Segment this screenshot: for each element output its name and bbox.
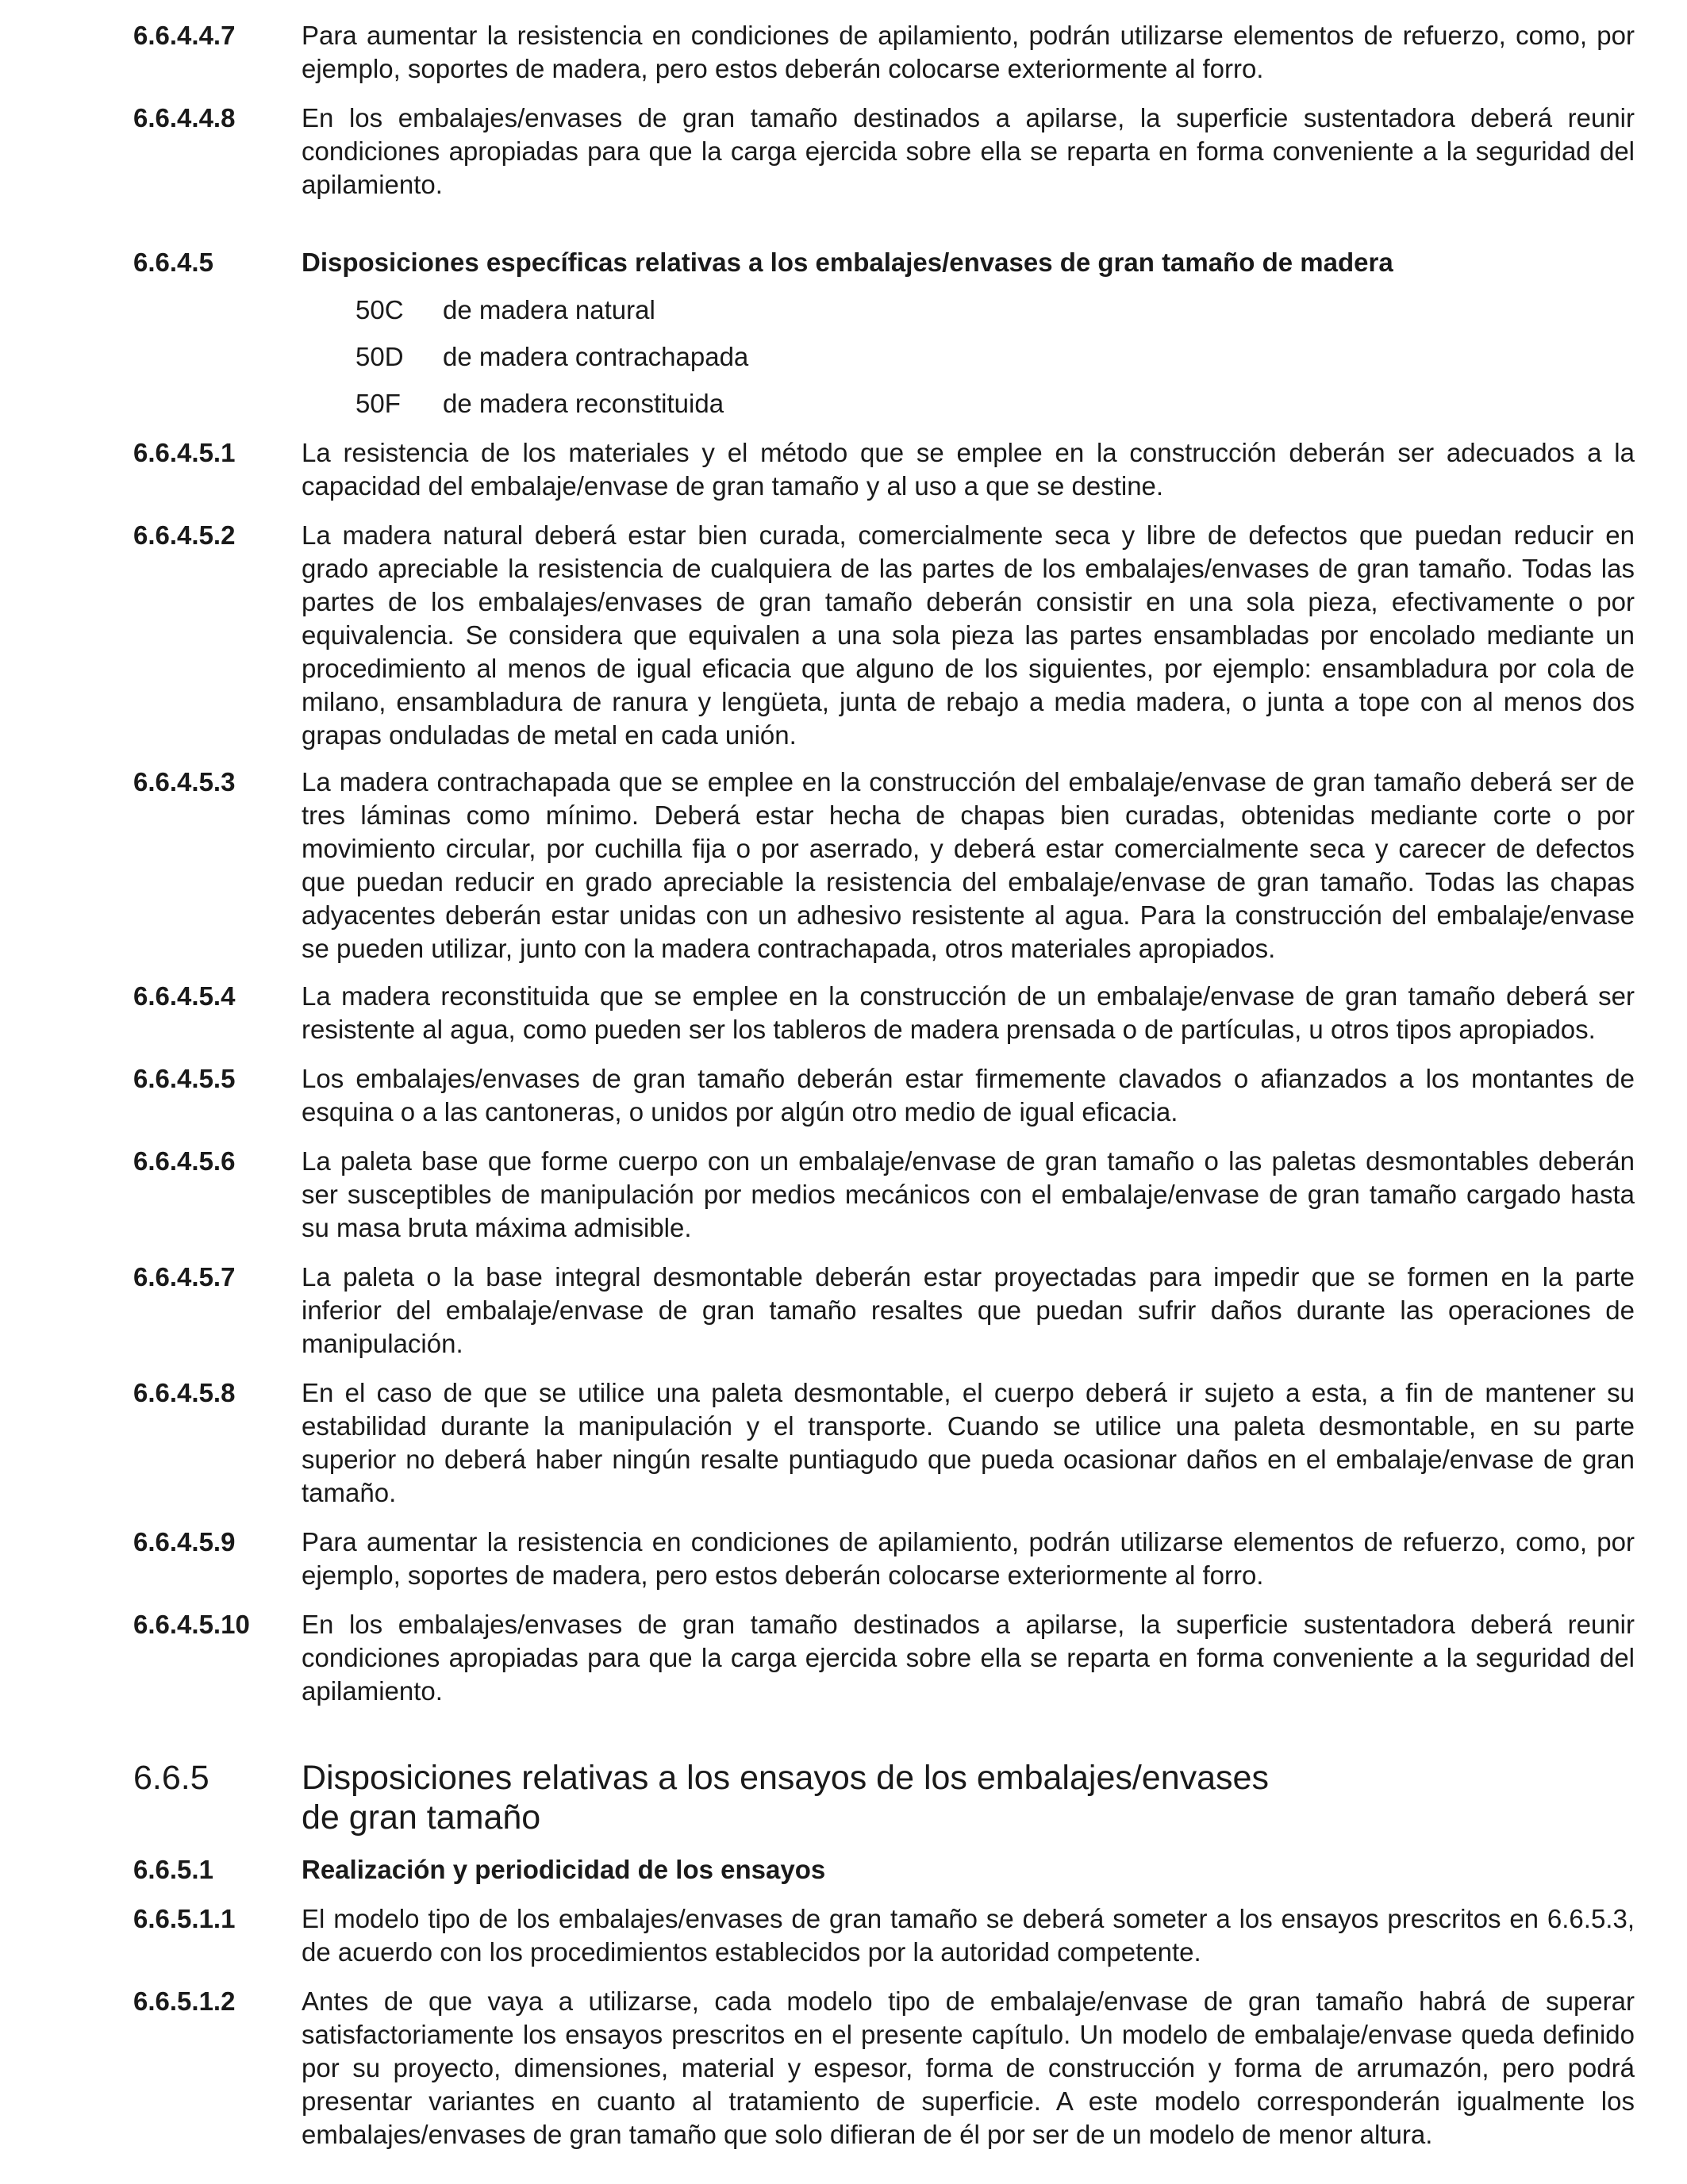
paragraph-text: La paleta o la base integral desmontable deberán estar proyectadas para impedir que se formen en la parte inferior del embalaje/envase de gran tamaño resaltes que puedan sufrir daños durante las operaciones de manipulación. (302, 1262, 1635, 1358)
paragraph-text: En los embalajes/envases de gran tamaño destinados a apilarse, la superficie sustentadora deberá reunir condiciones apropiadas para que la carga ejercida sobre ella se reparta en forma conveniente a la seguridad del apilamiento. (302, 1610, 1635, 1706)
wood-type-label: de madera reconstituida (443, 389, 724, 418)
paragraph-text: Los embalajes/envases de gran tamaño deberán estar firmemente clavados o afianzados a los montantes de esquina o a las cantoneras, o unidos por algún otro medio de igual eficacia. (302, 1064, 1635, 1127)
paragraph-number: 6.6.4.5.3 (133, 767, 236, 796)
paragraph-text: La madera reconstituida que se emplee en la construcción de un embalaje/envase de gran tamaño deberá ser resistente al agua, como pueden ser los tableros de madera prensada o de partículas, u otros tipos apropiados. (302, 981, 1635, 1044)
paragraph-number: 6.6.4.4.7 (133, 21, 236, 50)
paragraph-text: Antes de que vaya a utilizarse, cada modelo tipo de embalaje/envase de gran tamaño habrá de superar satisfactoriamente los ensayos prescritos en el presente capítulo. Un modelo de embalaje/envase queda definido por su proyecto, dimensiones, material y espesor, forma de construcción y forma de arrumazón, pero podrá presentar variantes en cuanto al tratamiento de superficie. A este modelo corresponderán igualmente los embalajes/envases de gran tamaño que solo difieran de él por ser de un modelo de menor altura. (302, 1986, 1635, 2149)
paragraph-number: 6.6.4.5.4 (133, 981, 236, 1011)
paragraph-number: 6.6.4.5 (133, 248, 213, 277)
paragraph-number: 6.6.4.4.8 (133, 103, 236, 132)
paragraph-number: 6.6.4.5.10 (133, 1610, 250, 1639)
paragraph-text: En los embalajes/envases de gran tamaño destinados a apilarse, la superficie sustentadora deberá reunir condiciones apropiadas para que la carga ejercida sobre ella se reparta en forma conveniente a la seguridad del apilamiento. (302, 103, 1635, 199)
paragraph-text: En el caso de que se utilice una paleta desmontable, el cuerpo deberá ir sujeto a esta, a fin de mantener su estabilidad durante la manipulación y el transporte. Cuando se utilice una paleta desmontable, en su parte superior no deberá haber ningún resalte puntiagudo que pueda ocasionar daños en el embalaje/envase de gran tamaño. (302, 1378, 1635, 1507)
wood-type-label: de madera contrachapada (443, 342, 749, 371)
wood-type-label: de madera natural (443, 295, 655, 324)
subsection-title: Disposiciones específicas relativas a los embalajes/envases de gran tamaño de madera (302, 248, 1393, 277)
subsection-title: Realización y periodicidad de los ensayos (302, 1855, 826, 1884)
paragraph-number: 6.6.4.5.8 (133, 1378, 236, 1407)
paragraph-text: Para aumentar la resistencia en condiciones de apilamiento, podrán utilizarse elementos de refuerzo, como, por ejemplo, soportes de madera, pero estos deberán colocarse exteriormente al forro. (302, 1527, 1635, 1590)
paragraph-text: El modelo tipo de los embalajes/envases de gran tamaño se deberá someter a los ensayos prescritos en 6.6.5.3, de acuerdo con los procedimientos establecidos por la autoridad competente. (302, 1904, 1635, 1967)
wood-type-code: 50C (355, 295, 404, 324)
paragraph-number: 6.6.5.1.2 (133, 1986, 236, 2016)
paragraph-text: La madera contrachapada que se emplee en la construcción del embalaje/envase de gran tamaño deberá ser de tres láminas como mínimo. Deberá estar hecha de chapas bien curadas, obtenidas mediante corte o por movimiento circular, por cuchilla fija o por aserrado, y deberá estar comercialmente seca y carecer de defectos que puedan reducir en grado apreciable la resistencia del embalaje/envase de gran tamaño. Todas las chapas adyacentes deberán estar unidas con un adhesivo resistente al agua. Para la construcción del embalaje/envase se pueden utilizar, junto con la madera contrachapada, otros materiales apropiados. (302, 767, 1635, 963)
paragraph-number: 6.6.4.5.6 (133, 1146, 236, 1176)
paragraph-number: 6.6.4.5.1 (133, 438, 236, 467)
paragraph-text: La madera natural deberá estar bien curada, comercialmente seca y libre de defectos que puedan reducir en grado apreciable la resistencia de cualquiera de las partes de los embalajes/envases de gran tamaño. Todas las partes de los embalajes/envases de gran tamaño deberán consistir en una sola pieza, efectivamente o por equivalencia. Se considera que equivalen a una sola pieza las partes ensambladas por encolado mediante un procedimiento al menos de igual eficacia que alguno de los siguientes, por ejemplo: ensambladura por cola de milano, ensambladura de ranura y lengüeta, junta de rebajo a media madera, o junta a tope con al menos dos grapas onduladas de metal en cada unión. (302, 520, 1635, 750)
section-title-line-2: de gran tamaño (302, 1798, 541, 1837)
section-title-line-1: Disposiciones relativas a los ensayos de los embalajes/envases (302, 1759, 1269, 1797)
wood-type-code: 50F (355, 389, 401, 418)
paragraph-text: La paleta base que forme cuerpo con un embalaje/envase de gran tamaño o las paletas desmontables deberán ser susceptibles de manipulación por medios mecánicos con el embalaje/envase de gran tamaño cargado hasta su masa bruta máxima admisible. (302, 1146, 1635, 1242)
paragraph-text: La resistencia de los materiales y el método que se emplee en la construcción deberán ser adecuados a la capacidad del embalaje/envase de gran tamaño y al uso a que se destine. (302, 438, 1635, 501)
paragraph-number: 6.6.4.5.2 (133, 520, 236, 550)
paragraph-number: 6.6.5.1 (133, 1855, 213, 1884)
paragraph-number: 6.6.4.5.9 (133, 1527, 236, 1556)
section-number: 6.6.5 (133, 1759, 209, 1797)
paragraph-number: 6.6.5.1.1 (133, 1904, 236, 1933)
paragraph-number: 6.6.4.5.5 (133, 1064, 236, 1093)
paragraph-text: Para aumentar la resistencia en condiciones de apilamiento, podrán utilizarse elementos de refuerzo, como, por ejemplo, soportes de madera, pero estos deberán colocarse exteriormente al forro. (302, 21, 1635, 83)
wood-type-code: 50D (355, 342, 404, 371)
paragraph-number: 6.6.4.5.7 (133, 1262, 236, 1292)
